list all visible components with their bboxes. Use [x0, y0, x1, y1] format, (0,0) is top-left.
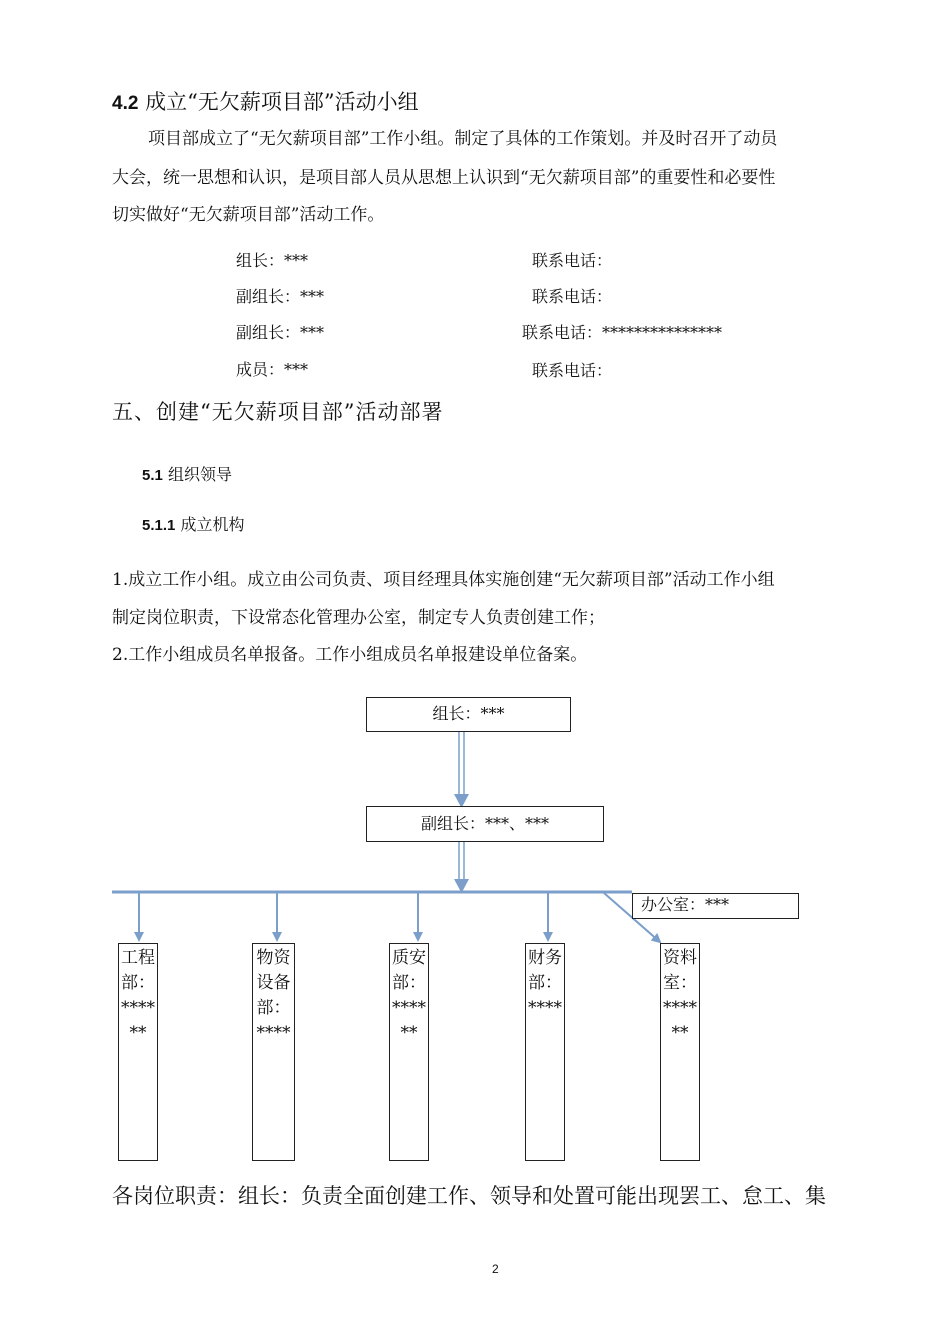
section-title: 成立“无欠薪项目部”活动小组: [145, 90, 419, 114]
section-title: 组织领导: [167, 465, 232, 484]
org-dept-box: [660, 943, 700, 1161]
list-item-line: 1.成立工作小组。成立由公司负责、项目经理具体实施创建“无欠薪项目部”活动工作小组: [112, 570, 775, 590]
section-title: 成立机构: [180, 515, 245, 534]
org-office-label: 办公室：***: [641, 895, 730, 914]
section-number: 4.2: [112, 93, 139, 114]
member-phone: 联系电话：***************: [522, 323, 723, 342]
member-phone: 联系电话：: [532, 251, 613, 270]
org-leader-label: 组长：***: [432, 704, 505, 723]
section-number: 5.1: [142, 467, 163, 484]
member-phone: 联系电话：: [532, 361, 613, 380]
paragraph-line: 切实做好“无欠薪项目部”活动工作。: [112, 205, 385, 225]
org-dept-box: [118, 943, 158, 1161]
org-dept-box: [389, 943, 429, 1161]
member-role: 副组长：***: [236, 323, 325, 342]
duties-paragraph: 各岗位职责：组长：负责全面创建工作、领导和处置可能出现罢工、怠工、集: [112, 1184, 826, 1208]
org-dept-label: 工程部：******: [121, 948, 155, 1043]
member-role: 副组长：***: [236, 287, 325, 306]
list-item-line: 2.工作小组成员名单报备。工作小组成员名单报建设单位备案。: [112, 645, 588, 665]
org-dept-box: [525, 943, 565, 1161]
section-number: 5.1.1: [142, 517, 176, 534]
paragraph-line: 项目部成立了“无欠薪项目部”工作小组。制定了具体的工作策划。并及时召开了动员: [148, 129, 778, 149]
org-office-box: [632, 893, 799, 919]
section-5-heading: 五、创建“无欠薪项目部”活动部署: [112, 400, 444, 424]
org-dept-box: [252, 943, 295, 1161]
org-dept-label: 资料室：******: [663, 948, 697, 1043]
paragraph-line: 大会，统一思想和认识，是项目部人员从思想上认识到“无欠薪项目部”的重要性和必要性: [112, 168, 776, 188]
member-role: 成员：***: [236, 360, 309, 379]
org-dept-label: 质安部：******: [392, 948, 426, 1043]
member-role: 组长：***: [236, 251, 309, 270]
org-deputy-box: [366, 806, 604, 842]
org-dept-label: 物资设备部：****: [256, 948, 291, 1043]
org-deputy-label: 副组长：***、***: [420, 814, 549, 833]
page-number: 2: [492, 1262, 499, 1276]
org-leader-box: [366, 697, 571, 732]
member-phone: 联系电话：: [532, 287, 613, 306]
org-dept-label: 财务部：****: [528, 948, 562, 1018]
list-item-line: 制定岗位职责，下设常态化管理办公室，制定专人负责创建工作；: [112, 608, 605, 628]
